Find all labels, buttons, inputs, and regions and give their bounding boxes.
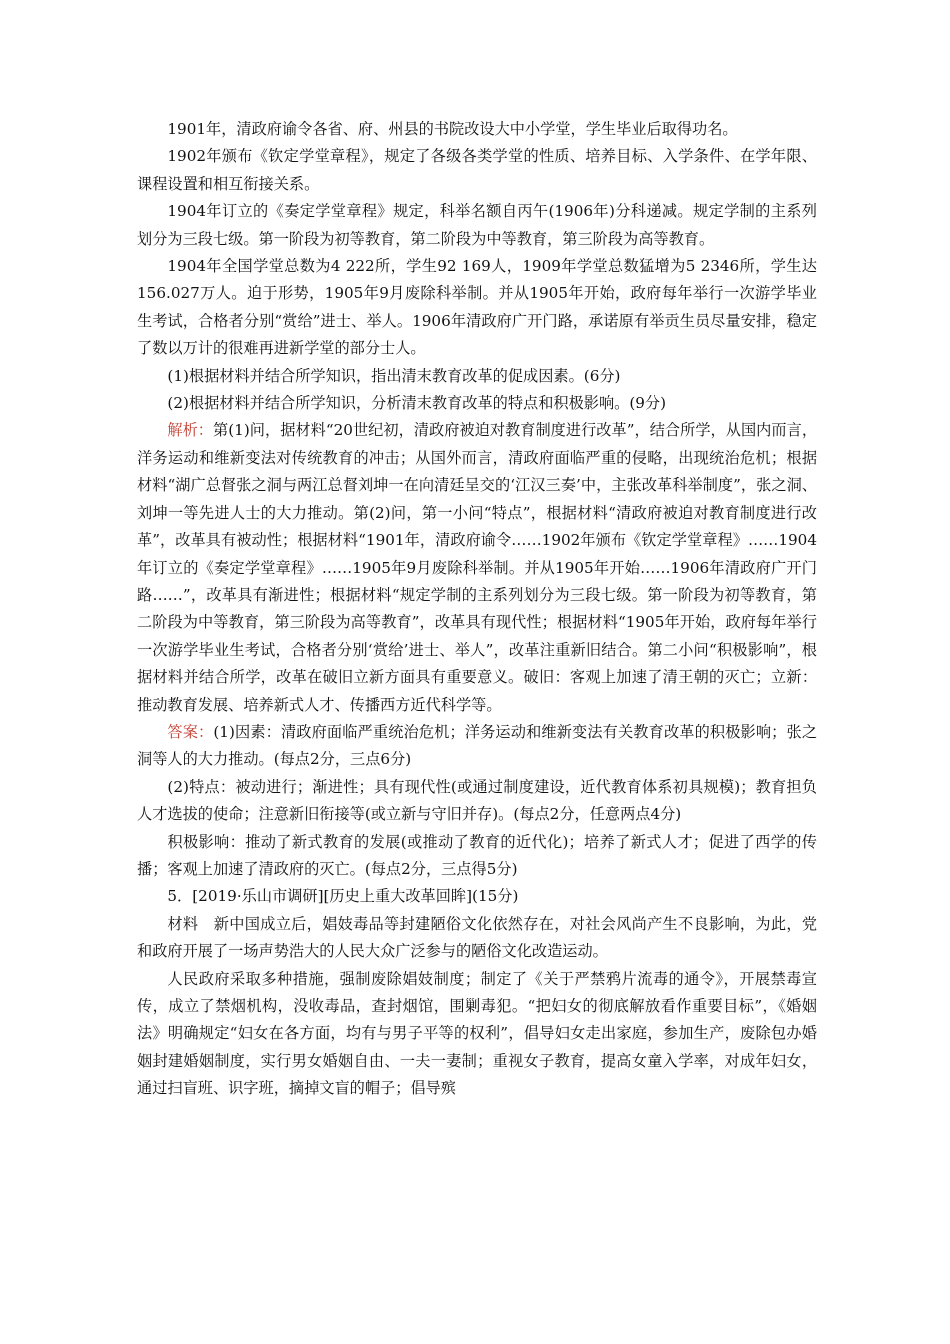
material-paragraph-1901: 1901年，清政府谕令各省、府、州县的书院改设大中小学堂，学生毕业后取得功名。 (167, 120, 738, 138)
answer-label: 答案： (167, 722, 214, 741)
material-paragraph-1904-statistics: 1904年全国学堂总数为4 222所，学生92 169人，1909年学堂总数猛增为5 2346所，学生达156.027万人。迫于形势，1905年9月废除科举制。并从1905年开始，政府每年举行一次游学毕业生考试，合格者分别“赏给”进士、举人。1906年清政府广开门路，承诺原有举贡生员尽量安排，稳定了数以万计的很难再进新学堂的部分士人。 (137, 257, 817, 358)
material-paragraph-1904-regulations: 1904年订立的《奏定学堂章程》规定，科举名额自丙午(1906年)分科递减。规定学制的主系列划分为三段七级。第一阶段为初等教育，第二阶段为中等教育，第三阶段为高等教育。 (137, 202, 817, 248)
question-5-material-body: 人民政府采取多种措施，强制废除娼妓制度；制定了《关于严禁鸦片流毒的通令》，开展禁毒宣传，成立了禁烟机构，没收毒品，查封烟馆，围剿毒犯。“把妇女的彻底解放看作重要目标”，《婚姻法》明确规定“妇女在各方面，均有与男子平等的权利”，倡导妇女走出家庭，参加生产，废除包办婚姻封建婚姻制度，实行男女婚姻自由、一夫一妻制；重视女子教育，提高女童入学率，对成年妇女，通过扫盲班、识字班，摘掉文盲的帽子；倡导殡 (137, 969, 817, 1098)
question-5-material-intro: 材料 新中国成立后，娼妓毒品等封建陋俗文化依然存在，对社会风尚产生不良影响，为此，党和政府开展了一场声势浩大的人民大众广泛参与的陋俗文化改造运动。 (137, 914, 817, 961)
answer-paragraph-3: 积极影响：推动了新式教育的发展(或推动了教育的近代化)；培养了新式人才；促进了西学的传播；客观上加速了清政府的灭亡。(每点2分，三点得5分) (137, 832, 817, 878)
answer-paragraph-1 (137, 719, 817, 774)
analysis-label: 解析： (167, 421, 214, 440)
question-5-header: 5．[2019·乐山市调研][历史上重大改革回眸](15分) (167, 887, 519, 906)
material-paragraph-1902: 1902年颁布《钦定学堂章程》，规定了各级各类学堂的性质、培养目标、入学条件、在学年限、课程设置和相互衔接关系。 (137, 147, 817, 193)
question-2: (2)根据材料并结合所学知识，分析清末教育改革的特点和积极影响。(9分) (167, 394, 667, 413)
question-1: (1)根据材料并结合所学知识，指出清末教育改革的促成因素。(6分) (167, 366, 621, 385)
analysis-paragraph (137, 417, 817, 718)
document-page (137, 116, 817, 1103)
analysis-text: 第(1)问，据材料“20世纪初，清政府被迫对教育制度进行改革”，结合所学，从国内而言，洋务运动和维新变法对传统教育的冲击；从国外而言，清政府面临严重的侵略，出现统治危机；根据材料“湖广总督张之洞与两江总督刘坤一在向清廷呈交的‘江汉三奏’中，主张改革科举制度”，张之洞、刘坤一等先进人士的大力推动。第(2)问，第一小问“特点”，根据材料“清政府被迫对教育制度进行改革”，改革具有被动性；根据材料“1901年，清政府谕令……1902年颁布《钦定学堂章程》……1904年订立的《奏定学堂章程》……1905年9月废除科举制。并从1905年开始……1906年清政府广开门路……”，改革具有渐进性；根据材料“规定学制的主系列划分为三段七级。第一阶段为初等教育，第二阶段为中等教育，第三阶段为高等教育”，改革具有现代性；根据材料“1905年开始，政府每年举行一次游学毕业生考试，合格者分别‘赏给’进士、举人”，改革注重新旧结合。第二小问“积极影响”，根据材料并结合所学，改革在破旧立新方面具有重要意义。破旧：客观上加速了清王朝的灭亡；立新：推动教育发展、培养新式人才、传播西方近代科学等。 (137, 421, 818, 714)
answer-part-1: (1)因素：清政府面临严重统治危机；洋务运动和维新变法有关教育改革的积极影响；张之洞等人的大力推动。(每点2分，三点6分) (137, 722, 818, 769)
answer-paragraph-2: (2)特点：被动进行；渐进性；具有现代性(或通过制度建设，近代教育体系初具规模)；教育担负人才选拔的使命；注意新旧衔接等(或立新与守旧并存)。(每点2分，任意两点4分) (137, 777, 817, 824)
